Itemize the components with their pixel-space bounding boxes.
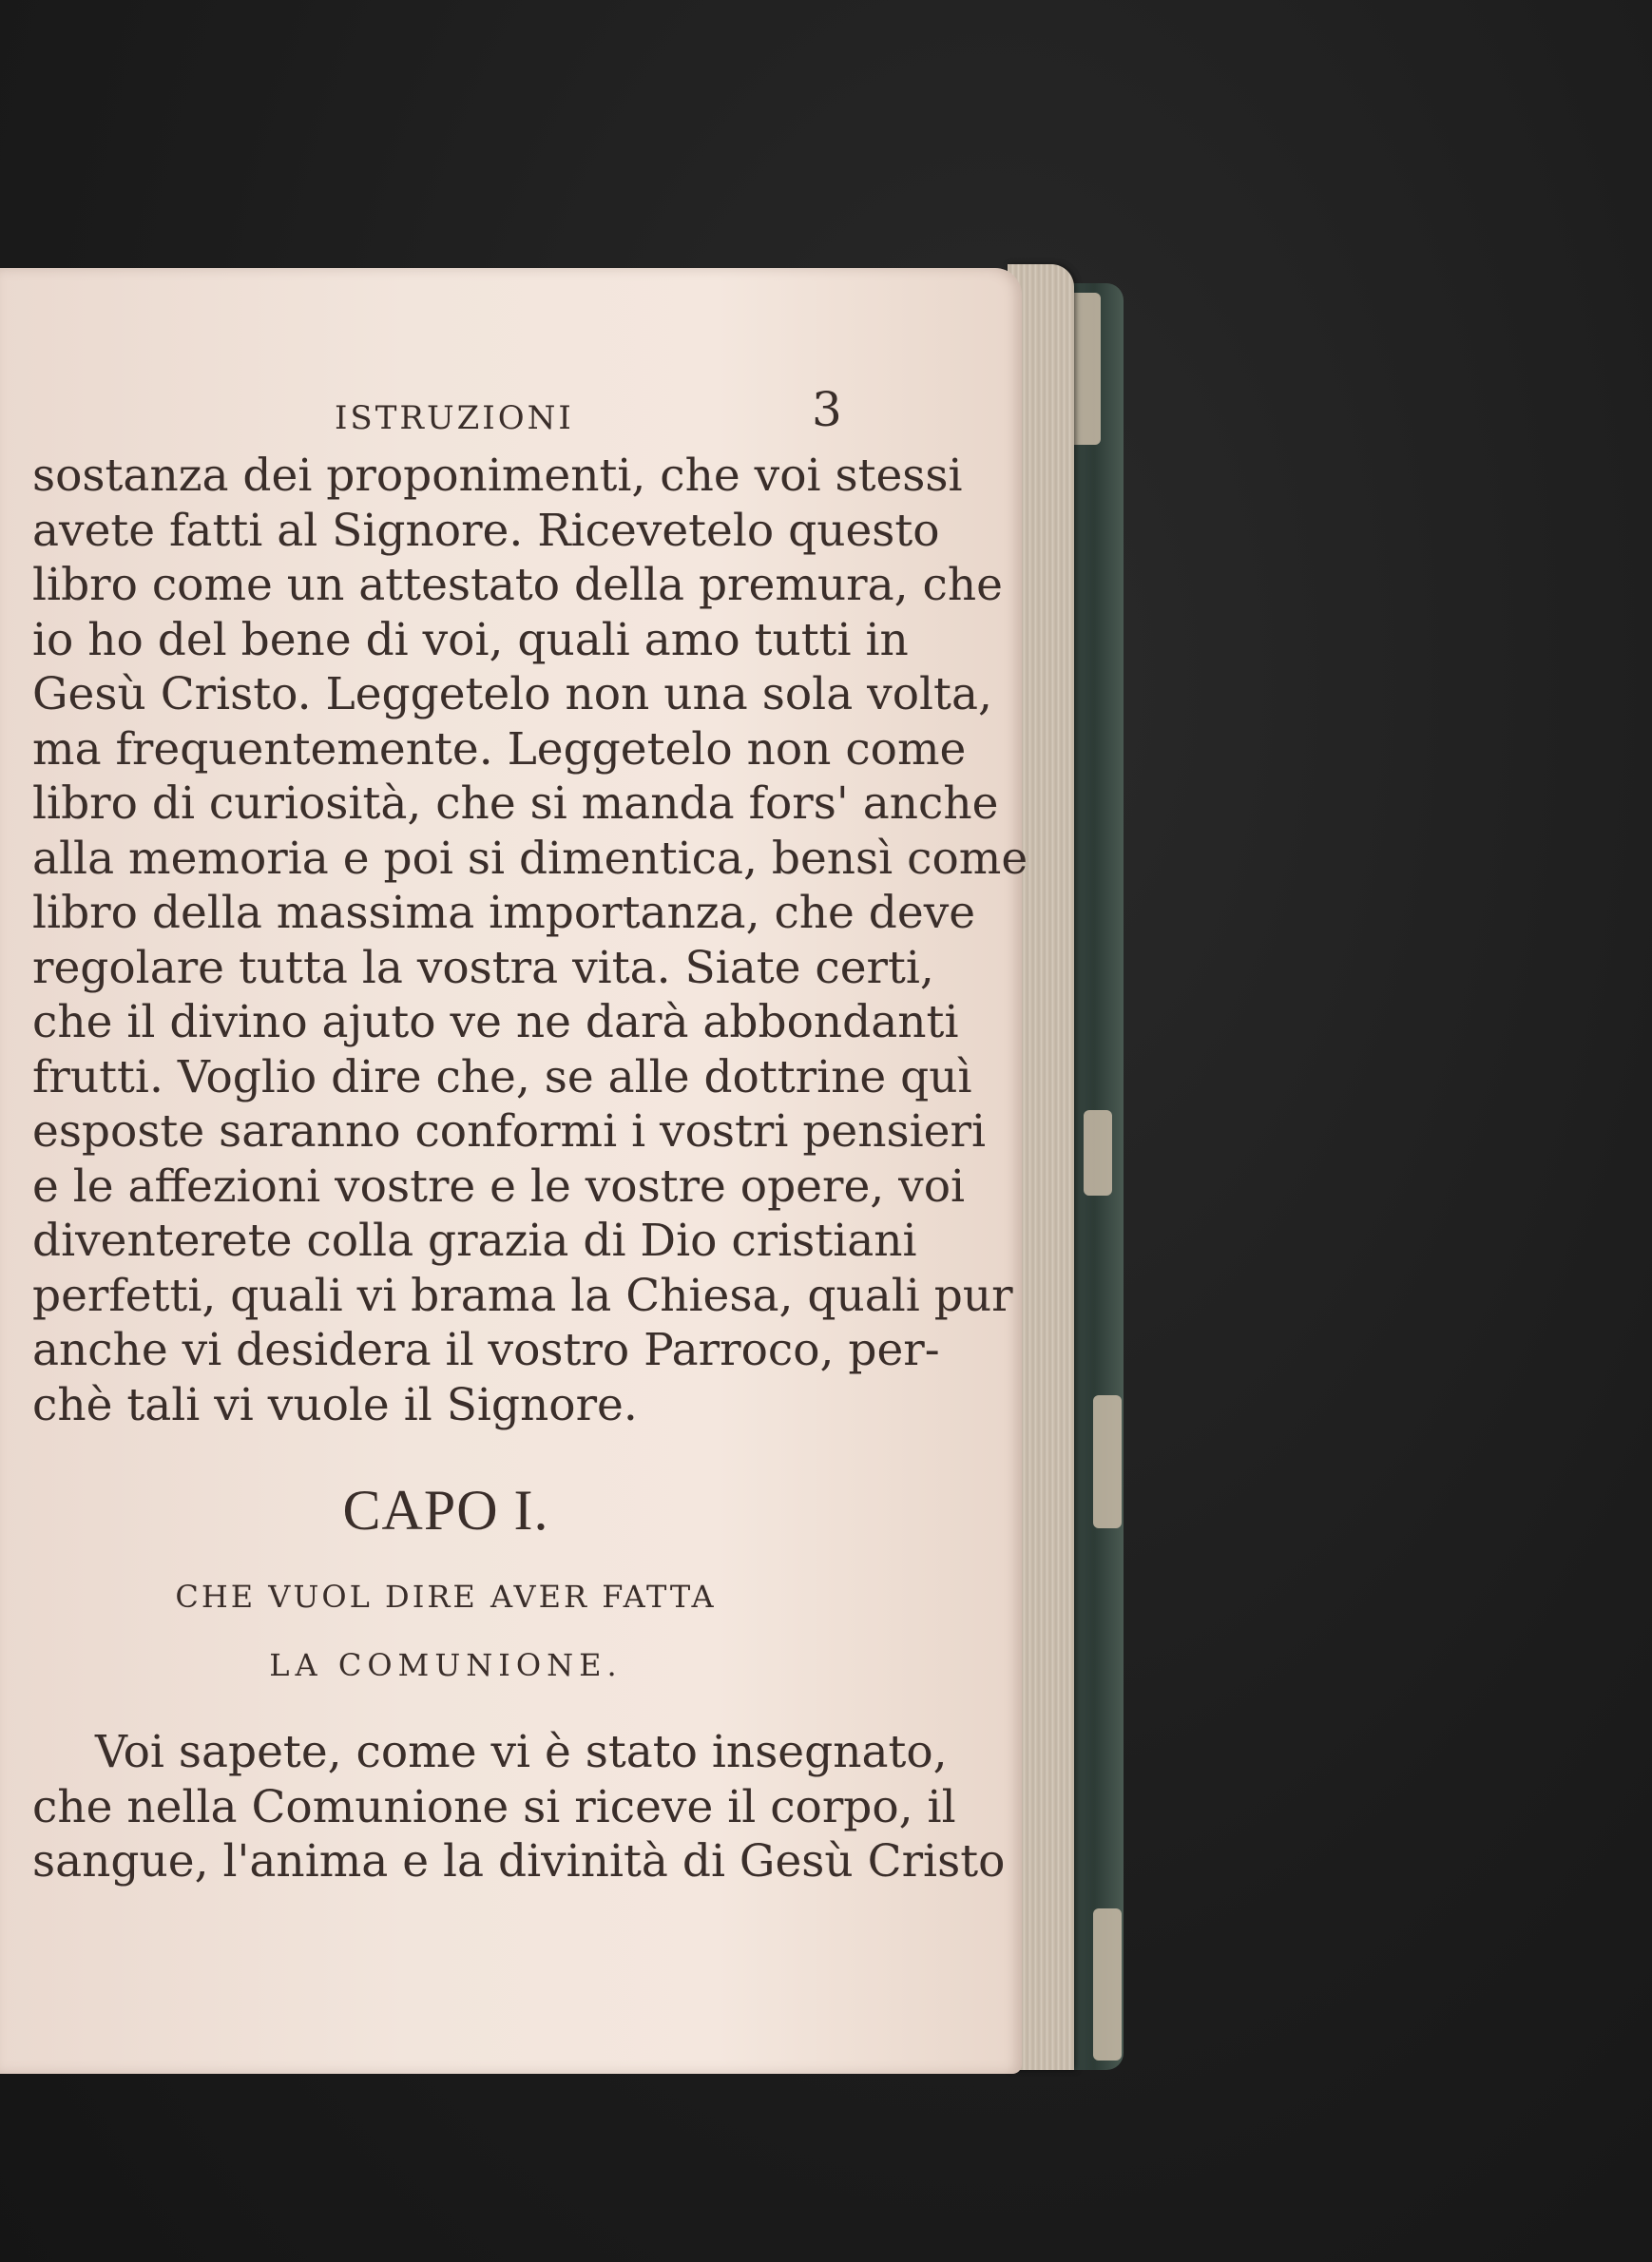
spine-wear <box>1093 1908 1122 2061</box>
text-line: io ho del bene di voi, quali amo tutti in <box>32 613 909 666</box>
book-page <box>0 268 1028 2074</box>
spine-wear <box>1093 1395 1122 1528</box>
page-header <box>32 382 859 449</box>
text-line: esposte saranno conformi i vostri pensieri <box>32 1105 986 1158</box>
text-line: alla memoria e poi si dimentica, bensì come <box>32 832 1028 885</box>
text-line: sangue, l'anima e la divinità di Gesù Cristo <box>32 1835 1006 1888</box>
text-line: libro della massima importanza, che deve <box>32 887 976 939</box>
page-text <box>32 382 1028 1889</box>
chapter-subtitle: LA COMUNIONE. <box>269 1647 623 1683</box>
open-book <box>0 255 1141 2080</box>
text-line: sostanza dei proponimenti, che voi stessi <box>32 450 963 502</box>
text-line: avete fatti al Signore. Ricevetelo questo <box>32 504 940 557</box>
chapter-title: CAPO I. <box>342 1479 549 1542</box>
text-line: chè tali vi vuole il Signore. <box>32 1378 638 1431</box>
text-line: Voi sapete, come vi è stato insegnato, <box>95 1726 948 1778</box>
running-title: ISTRUZIONI <box>335 399 574 437</box>
text-line: frutti. Voglio dire che, se alle dottrine quì <box>32 1050 972 1103</box>
text-line: e le affezioni vostre e le vostre opere, voi <box>32 1160 966 1213</box>
paragraph-2 <box>32 1725 1006 1889</box>
text-line: Gesù Cristo. Leggetelo non una sola volta, <box>32 668 992 720</box>
text-line: anche vi desidera il vostro Parroco, per- <box>32 1324 940 1376</box>
text-line: perfetti, quali vi brama la Chiesa, quali pur <box>32 1269 1013 1322</box>
spine-wear <box>1084 1110 1112 1196</box>
paragraph-1 <box>32 449 1028 1432</box>
text-line: ma frequentemente. Leggetelo non come <box>32 722 967 776</box>
text-line: che il divino ajuto ve ne darà abbondanti <box>32 996 959 1048</box>
text-line: diventerete colla grazia di Dio cristiani <box>32 1215 917 1267</box>
text-line: libro come un attestato della premura, che <box>32 559 1003 611</box>
text-line: regolare tutta la vostra vita. Siate certi, <box>32 941 934 994</box>
chapter-subtitle: CHE VUOL DIRE AVER FATTA <box>175 1579 717 1615</box>
page-number: 3 <box>812 382 842 437</box>
text-line: che nella Comunione si riceve il corpo, il <box>32 1780 956 1833</box>
text-line: libro di curiosità, che si manda fors' anche <box>32 777 999 830</box>
